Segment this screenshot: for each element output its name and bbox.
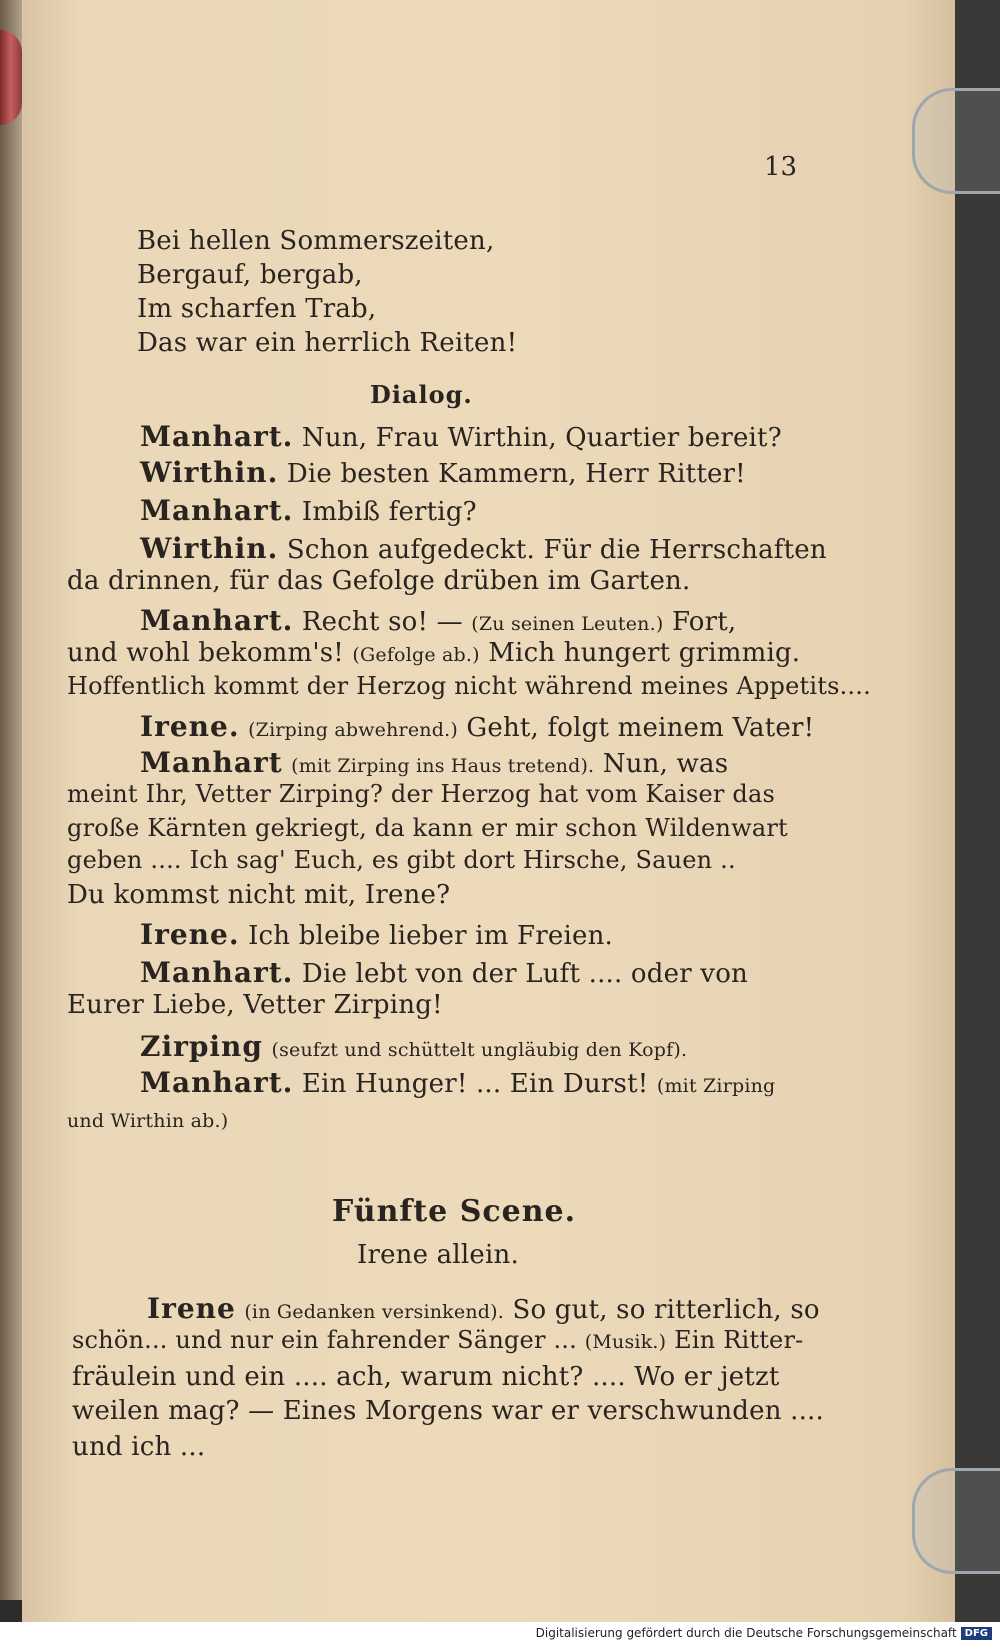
spoken-text: meint Ihr, Vetter Zirping? der Herzog hat vom Kaiser das <box>67 780 776 808</box>
speaker-name: Manhart. <box>140 956 294 989</box>
dfg-logo: DFG <box>961 1627 992 1640</box>
speaker-name: Wirthin. <box>140 456 279 489</box>
spoken-text: und wohl bekomm's! <box>67 638 344 668</box>
spoken-text: Imbiß fertig? <box>301 497 477 527</box>
dialog-line <box>67 638 800 668</box>
stage-direction: (Zu seinen Leuten.) <box>471 613 664 635</box>
scene-line <box>72 1396 824 1426</box>
dialog-line <box>67 672 871 700</box>
scene-heading: Fünfte Scene. <box>332 1194 577 1229</box>
scene-subheading: Irene allein. <box>357 1240 519 1270</box>
speaker-name: Manhart. <box>140 420 294 453</box>
dialog-line <box>140 456 746 489</box>
verse-line: Bei hellen Sommerszeiten, <box>137 226 495 256</box>
scene-line <box>72 1362 780 1392</box>
dialog-line <box>67 1104 228 1134</box>
speaker-name: Zirping <box>140 1030 263 1063</box>
speaker-name: Manhart. <box>140 494 294 527</box>
dialog-line <box>140 1066 775 1099</box>
stage-direction: (mit Zirping ins Haus tretend). <box>291 755 595 777</box>
verse-line: Im scharfen Trab, <box>137 294 377 324</box>
dialog-line <box>140 746 728 779</box>
page-clip <box>912 88 1000 194</box>
stage-direction: und Wirthin ab.) <box>67 1110 229 1132</box>
spoken-text: Fort, <box>671 607 737 637</box>
spoken-text: Recht so! — <box>301 607 463 637</box>
scene-line <box>72 1432 205 1462</box>
spoken-text: So gut, so ritterlich, so <box>512 1295 820 1325</box>
speaker-name: Manhart. <box>140 1066 294 1099</box>
speaker-name: Irene. <box>140 710 240 743</box>
page-number: 13 <box>764 152 798 182</box>
dialog-line <box>140 956 748 989</box>
dialog-line <box>140 710 814 743</box>
footer-credit-text: Digitalisierung gefördert durch die Deutsche Forschungsgemeinschaft <box>535 1626 957 1640</box>
stage-direction: (Zirping abwehrend.) <box>248 719 458 741</box>
spoken-text: und ich ... <box>72 1432 206 1462</box>
dialog-line <box>67 846 736 874</box>
footer-credit <box>536 1626 992 1640</box>
verse-line: Bergauf, bergab, <box>137 260 363 290</box>
dialog-heading: Dialog. <box>370 380 473 409</box>
spoken-text: Ein Ritter- <box>674 1326 804 1354</box>
spoken-text: Geht, folgt meinem Vater! <box>466 713 815 743</box>
stage-direction: (in Gedanken versinkend). <box>244 1301 504 1323</box>
spoken-text: Nun, was <box>602 749 729 779</box>
speaker-name: Wirthin. <box>140 532 279 565</box>
spoken-text: Ein Hunger! ... Ein Durst! <box>301 1069 649 1099</box>
speaker-name: Irene. <box>140 918 240 951</box>
stage-direction: (Musik.) <box>584 1331 667 1353</box>
spoken-text: Hoffentlich kommt der Herzog nicht während meines Appetits.... <box>67 672 871 700</box>
spoken-text: Du kommst nicht mit, Irene? <box>67 880 451 910</box>
dialog-line <box>140 420 782 453</box>
dialog-line <box>140 532 827 565</box>
stage-direction: (Gefolge ab.) <box>352 644 480 666</box>
spoken-text: Schon aufgedeckt. Für die Herrschaften <box>286 535 827 565</box>
stage-direction: (mit Zirping <box>656 1075 776 1097</box>
spoken-text: Die besten Kammern, Herr Ritter! <box>286 459 746 489</box>
page-clip <box>912 1468 1000 1574</box>
spoken-text: schön... und nur ein fahrender Sänger ... <box>72 1326 577 1354</box>
scanner-background <box>955 0 1000 1622</box>
spoken-text: große Kärnten gekriegt, da kann er mir schon Wildenwart <box>67 814 788 842</box>
speaker-name: Irene <box>147 1292 236 1325</box>
dialog-line <box>67 814 788 842</box>
scene-line <box>147 1292 820 1325</box>
dialog-line <box>67 566 690 596</box>
speaker-name: Manhart <box>140 746 283 779</box>
spoken-text: Nun, Frau Wirthin, Quartier bereit? <box>301 423 782 453</box>
dialog-line <box>67 880 450 910</box>
dialog-line <box>140 1030 687 1063</box>
verse-line: Das war ein herrlich Reiten! <box>137 328 518 358</box>
spoken-text: Eurer Liebe, Vetter Zirping! <box>67 990 443 1020</box>
book-page <box>22 0 977 1622</box>
spoken-text: Die lebt von der Luft .... oder von <box>301 959 748 989</box>
scene-line <box>72 1326 803 1354</box>
dialog-line <box>67 990 443 1020</box>
dialog-line <box>140 604 736 637</box>
footer-bar <box>0 1622 1000 1646</box>
dialog-line <box>140 494 477 527</box>
book-spine-edge <box>0 30 22 125</box>
stage-direction: (seufzt und schüttelt ungläubig den Kopf). <box>271 1039 688 1061</box>
spoken-text: geben .... Ich sag' Euch, es gibt dort Hirsche, Sauen .. <box>67 846 736 874</box>
spoken-text: da drinnen, für das Gefolge drüben im Garten. <box>67 566 691 596</box>
spoken-text: weilen mag? — Eines Morgens war er verschwunden .... <box>72 1396 824 1426</box>
spoken-text: Ich bleibe lieber im Freien. <box>248 921 614 951</box>
speaker-name: Manhart. <box>140 604 294 637</box>
spoken-text: fräulein und ein .... ach, warum nicht? .... Wo er jetzt <box>72 1362 780 1392</box>
dialog-line <box>140 918 613 951</box>
spoken-text: Mich hungert grimmig. <box>488 638 801 668</box>
dialog-line <box>67 780 775 808</box>
